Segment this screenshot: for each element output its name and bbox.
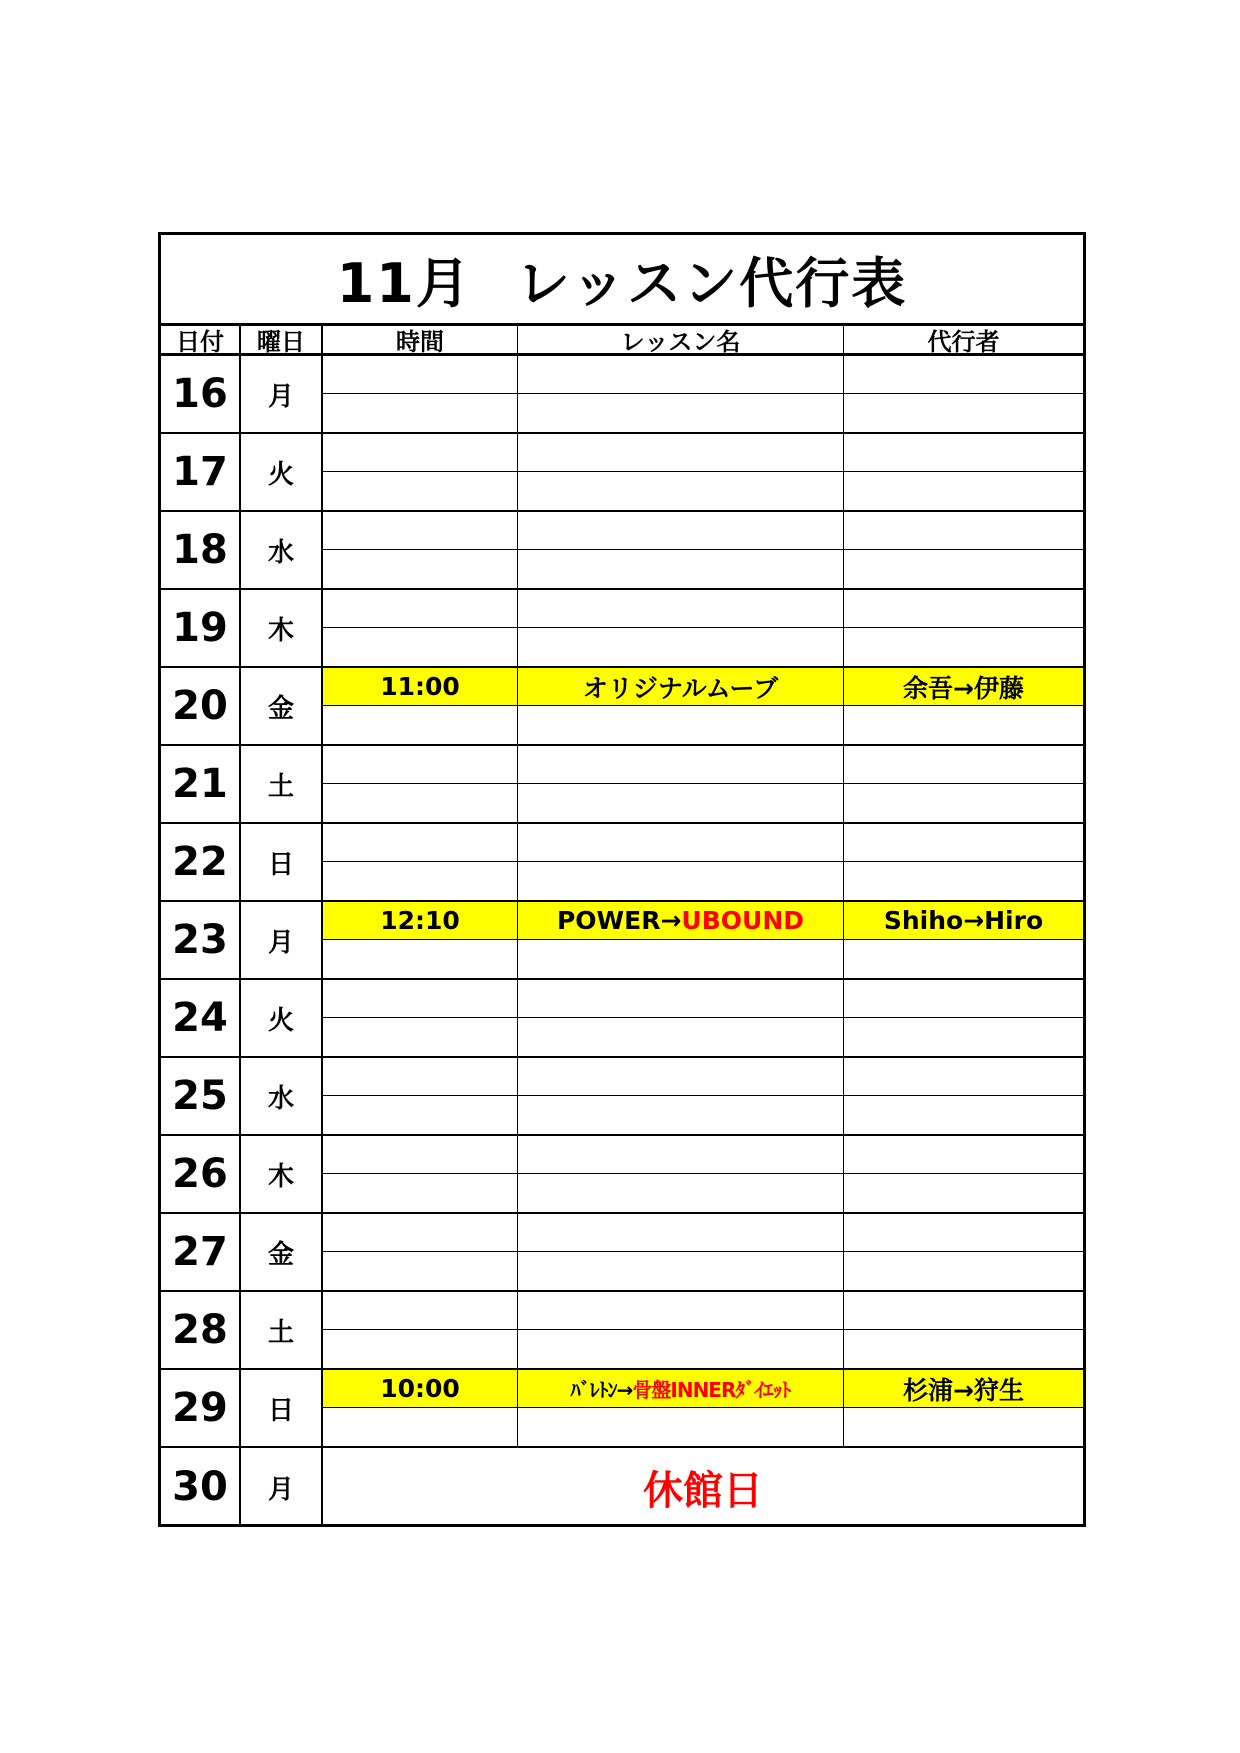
date-cell: 18 <box>161 512 241 588</box>
date-cell: 23 <box>161 902 241 978</box>
lesson-name-from: オリジナルムーブ <box>582 673 779 703</box>
date-cell: 24 <box>161 980 241 1056</box>
time-cell <box>323 746 518 822</box>
lesson-name-from: POWER→ <box>556 906 682 935</box>
time-cell-top-slot <box>323 1292 517 1330</box>
date-cell: 27 <box>161 1214 241 1290</box>
substitute-cell <box>844 1214 1083 1290</box>
substitute-cell-bottom-slot <box>844 394 1083 432</box>
substitute-cell-bottom-slot <box>844 1252 1083 1290</box>
substitute-cell <box>844 1058 1083 1134</box>
substitute-cell-bottom-slot <box>844 1408 1083 1446</box>
weekday-cell: 月 <box>241 1448 323 1526</box>
table-row <box>161 1136 1083 1214</box>
day-rows <box>161 356 1083 1524</box>
date-cell: 17 <box>161 434 241 510</box>
lesson-cell-bottom-slot <box>518 1018 843 1056</box>
lesson-cell-top-slot <box>518 746 843 784</box>
substitute-name: 杉浦→狩生 <box>903 1375 1024 1405</box>
substitute-cell-top-slot <box>844 980 1083 1018</box>
time-cell <box>323 590 518 666</box>
lesson-cell-bottom-slot <box>518 472 843 510</box>
lesson-cell <box>518 1058 844 1134</box>
substitute-cell-top-slot <box>844 902 1083 940</box>
lesson-cell <box>518 902 844 978</box>
time-cell <box>323 824 518 900</box>
time-cell-bottom-slot <box>323 784 517 822</box>
lesson-cell-bottom-slot <box>518 1330 843 1368</box>
date-cell: 28 <box>161 1292 241 1368</box>
lesson-cell-bottom-slot <box>518 862 843 900</box>
time-cell-top-slot <box>323 824 517 862</box>
substitute-cell-bottom-slot <box>844 706 1083 744</box>
substitute-cell-top-slot <box>844 434 1083 472</box>
time-cell <box>323 980 518 1056</box>
lesson-name-to: UBOUND <box>681 906 805 935</box>
time-cell-bottom-slot <box>323 550 517 588</box>
table-row <box>161 1448 1083 1526</box>
substitute-cell-top-slot <box>844 1136 1083 1174</box>
substitute-cell-bottom-slot <box>844 628 1083 666</box>
header-date: 日付 <box>161 326 241 353</box>
page-title <box>337 241 908 318</box>
table-row <box>161 356 1083 434</box>
lesson-cell-top-slot <box>518 668 843 706</box>
time-cell-bottom-slot <box>323 1174 517 1212</box>
lesson-cell-bottom-slot <box>518 1252 843 1290</box>
lesson-cell-bottom-slot <box>518 394 843 432</box>
lesson-cell <box>518 824 844 900</box>
substitute-cell-top-slot <box>844 668 1083 706</box>
weekday-cell: 水 <box>241 512 323 588</box>
substitute-cell <box>844 668 1083 744</box>
substitute-cell <box>844 824 1083 900</box>
lesson-name-to: 骨盤INNERﾀﾞｲｴｯﾄ <box>632 1378 791 1402</box>
header-substitute: 代行者 <box>927 328 1000 356</box>
substitute-cell <box>844 980 1083 1056</box>
substitute-cell-top-slot <box>844 356 1083 394</box>
time-cell-bottom-slot <box>323 862 517 900</box>
time-cell-top-slot <box>323 1214 517 1252</box>
lesson-cell <box>518 356 844 432</box>
weekday-cell: 金 <box>241 1214 323 1290</box>
lesson-cell-bottom-slot <box>518 550 843 588</box>
time-cell-bottom-slot <box>323 1096 517 1134</box>
header-time: 時間 <box>323 326 518 353</box>
substitute-cell <box>844 1292 1083 1368</box>
table-row <box>161 1370 1083 1448</box>
lesson-cell-top-slot <box>518 356 843 394</box>
table-row <box>161 824 1083 902</box>
substitute-cell-top-slot <box>844 590 1083 628</box>
substitute-cell-bottom-slot <box>844 550 1083 588</box>
lesson-cell-top-slot <box>518 902 843 940</box>
date-cell: 26 <box>161 1136 241 1212</box>
weekday-cell: 月 <box>241 902 323 978</box>
header-lesson: レッスン名 <box>518 326 844 353</box>
lesson-cell-bottom-slot <box>518 1408 843 1446</box>
time-cell-top-slot <box>323 434 517 472</box>
lesson-time: 10:00 <box>380 1374 460 1403</box>
substitute-name: 余吾→伊藤 <box>903 673 1024 703</box>
time-cell <box>323 1292 518 1368</box>
date-cell: 22 <box>161 824 241 900</box>
substitute-cell-bottom-slot <box>844 1174 1083 1212</box>
substitute-cell <box>844 1136 1083 1212</box>
weekday-cell: 木 <box>241 590 323 666</box>
time-cell <box>323 356 518 432</box>
time-cell <box>323 1214 518 1290</box>
table-row <box>161 746 1083 824</box>
date-cell: 25 <box>161 1058 241 1134</box>
time-cell-bottom-slot <box>323 628 517 666</box>
time-cell <box>323 1370 518 1446</box>
table-row <box>161 590 1083 668</box>
substitute-cell-top-slot <box>844 1292 1083 1330</box>
substitute-cell <box>844 590 1083 666</box>
lesson-cell-bottom-slot <box>518 628 843 666</box>
weekday-cell: 木 <box>241 1136 323 1212</box>
lesson-cell <box>518 434 844 510</box>
weekday-cell: 水 <box>241 1058 323 1134</box>
time-cell <box>323 512 518 588</box>
lesson-cell <box>518 1214 844 1290</box>
time-cell <box>323 1136 518 1212</box>
weekday-cell: 土 <box>241 1292 323 1368</box>
time-cell-top-slot <box>323 1370 517 1408</box>
date-cell: 19 <box>161 590 241 666</box>
time-cell <box>323 668 518 744</box>
substitute-cell <box>844 434 1083 510</box>
time-cell <box>323 902 518 978</box>
lesson-time: 12:10 <box>380 906 460 935</box>
time-cell-top-slot <box>323 980 517 1018</box>
table-row <box>161 980 1083 1058</box>
lesson-cell-bottom-slot <box>518 784 843 822</box>
weekday-cell: 火 <box>241 434 323 510</box>
lesson-substitute-table <box>158 232 1086 1527</box>
date-cell: 29 <box>161 1370 241 1446</box>
substitute-cell <box>844 902 1083 978</box>
time-cell-bottom-slot <box>323 706 517 744</box>
lesson-cell-bottom-slot <box>518 1096 843 1134</box>
table-row <box>161 1292 1083 1370</box>
date-cell: 20 <box>161 668 241 744</box>
lesson-cell-top-slot <box>518 1058 843 1096</box>
lesson-cell <box>518 746 844 822</box>
table-row <box>161 1058 1083 1136</box>
lesson-cell <box>518 1370 844 1446</box>
weekday-cell: 月 <box>241 356 323 432</box>
substitute-cell-bottom-slot <box>844 1018 1083 1056</box>
date-cell: 30 <box>161 1448 241 1526</box>
time-cell-bottom-slot <box>323 1252 517 1290</box>
weekday-cell: 土 <box>241 746 323 822</box>
time-cell-top-slot <box>323 356 517 394</box>
closed-day-label: 休館日 <box>643 1467 763 1514</box>
lesson-cell <box>518 590 844 666</box>
lesson-cell-bottom-slot <box>518 1174 843 1212</box>
date-cell: 21 <box>161 746 241 822</box>
weekday-cell: 金 <box>241 668 323 744</box>
lesson-cell-top-slot <box>518 1214 843 1252</box>
table-row <box>161 512 1083 590</box>
date-cell: 16 <box>161 356 241 432</box>
lesson-cell-top-slot <box>518 1292 843 1330</box>
substitute-cell-bottom-slot <box>844 940 1083 978</box>
time-cell <box>323 434 518 510</box>
substitute-cell-top-slot <box>844 1214 1083 1252</box>
time-cell-top-slot <box>323 1136 517 1174</box>
substitute-cell-bottom-slot <box>844 784 1083 822</box>
time-cell-top-slot <box>323 668 517 706</box>
substitute-cell-bottom-slot <box>844 1330 1083 1368</box>
table-row <box>161 902 1083 980</box>
lesson-cell <box>518 668 844 744</box>
time-cell-top-slot <box>323 746 517 784</box>
substitute-cell-top-slot <box>844 512 1083 550</box>
lesson-cell-top-slot <box>518 590 843 628</box>
lesson-cell <box>518 980 844 1056</box>
lesson-cell-top-slot <box>518 980 843 1018</box>
substitute-cell-bottom-slot <box>844 862 1083 900</box>
substitute-cell <box>844 512 1083 588</box>
lesson-cell-top-slot <box>518 512 843 550</box>
table-row <box>161 1214 1083 1292</box>
lesson-cell-bottom-slot <box>518 940 843 978</box>
substitute-cell <box>844 356 1083 432</box>
weekday-cell: 火 <box>241 980 323 1056</box>
substitute-name: Shiho→Hiro <box>883 906 1044 935</box>
lesson-cell-bottom-slot <box>518 706 843 744</box>
weekday-cell: 日 <box>241 824 323 900</box>
lesson-cell-top-slot <box>518 1136 843 1174</box>
time-cell-top-slot <box>323 902 517 940</box>
time-cell-bottom-slot <box>323 1330 517 1368</box>
title-name: レッスン代行表 <box>515 251 908 315</box>
weekday-cell: 日 <box>241 1370 323 1446</box>
header-row <box>161 326 1083 356</box>
substitute-cell-top-slot <box>844 824 1083 862</box>
lesson-cell <box>518 512 844 588</box>
substitute-cell-bottom-slot <box>844 472 1083 510</box>
lesson-name-from: ﾊﾞﾚﾄﾝ→ <box>570 1378 633 1402</box>
substitute-cell-top-slot <box>844 1058 1083 1096</box>
time-cell-bottom-slot <box>323 472 517 510</box>
title-month: 11月 <box>336 251 472 315</box>
table-row <box>161 434 1083 512</box>
substitute-cell-top-slot <box>844 1370 1083 1408</box>
lesson-time: 11:00 <box>380 672 460 701</box>
lesson-cell <box>518 1292 844 1368</box>
time-cell <box>323 1058 518 1134</box>
time-cell-top-slot <box>323 1058 517 1096</box>
time-cell-bottom-slot <box>323 940 517 978</box>
substitute-cell-bottom-slot <box>844 1096 1083 1134</box>
header-dow: 曜日 <box>241 326 323 353</box>
substitute-cell <box>844 746 1083 822</box>
time-cell-top-slot <box>323 512 517 550</box>
table-row <box>161 668 1083 746</box>
lesson-cell <box>518 1136 844 1212</box>
time-cell-bottom-slot <box>323 1408 517 1446</box>
time-cell-bottom-slot <box>323 1018 517 1056</box>
lesson-cell-top-slot <box>518 434 843 472</box>
time-cell-top-slot <box>323 590 517 628</box>
title-row <box>161 235 1083 326</box>
substitute-cell-top-slot <box>844 746 1083 784</box>
time-cell-bottom-slot <box>323 394 517 432</box>
substitute-cell <box>844 1370 1083 1446</box>
lesson-cell-top-slot <box>518 824 843 862</box>
lesson-cell-top-slot <box>518 1370 843 1408</box>
